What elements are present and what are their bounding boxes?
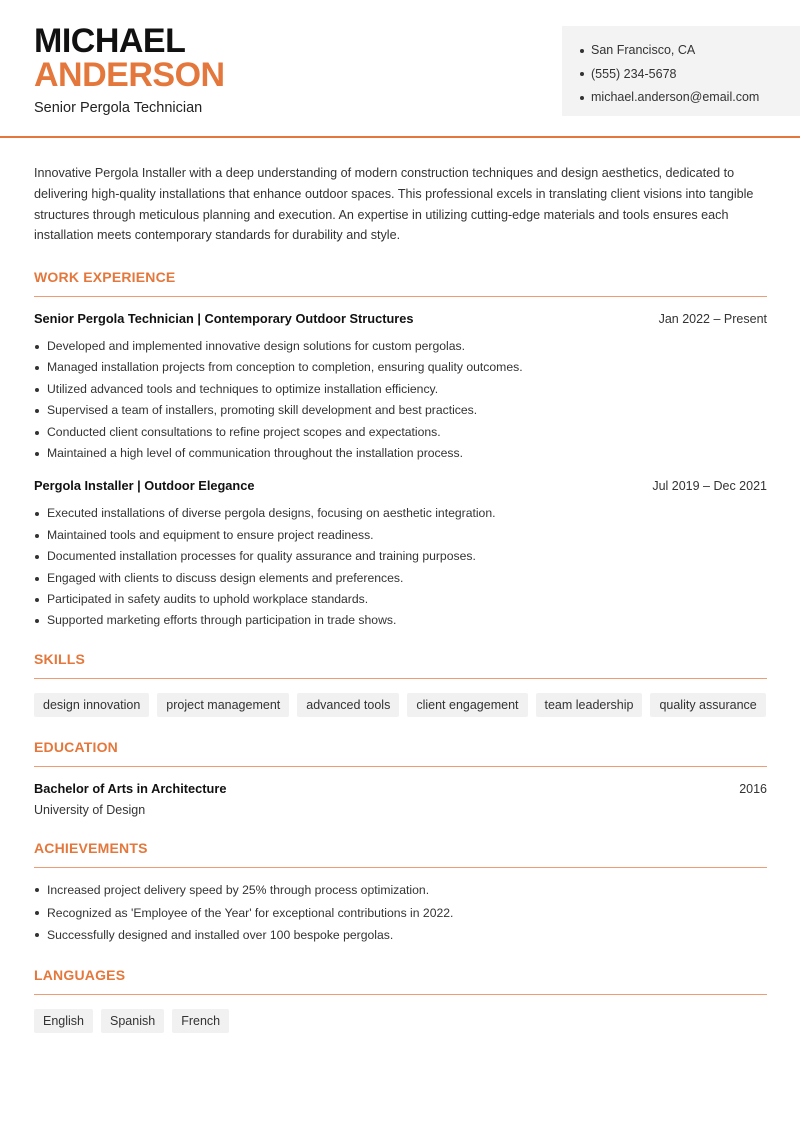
phone-text: (555) 234-5678 [591,66,677,81]
bullet-icon [580,49,584,53]
list-item: Executed installations of diverse pergola designs, focusing on aesthetic integration. [34,503,767,524]
last-name: ANDERSON [34,56,225,94]
skills-section [34,650,767,717]
list-item: Utilized advanced tools and techniques to optimize installation efficiency. [34,379,767,400]
summary-paragraph: Innovative Pergola Installer with a deep understanding of modern construction techniques and design aesthetics, dedicated to delivering high-quality installations that enhance outdoor spaces. This professional excels in translating client visions into tangible structures through meticulous planning and execution. An expertise in utilizing cutting-edge materials and tools ensures each installation meets contemporary standards for durability and style. [34,166,754,243]
section-divider [34,867,767,868]
contact-email [580,86,800,110]
skill-tag: team leadership [536,693,643,717]
first-name: MICHAEL [34,22,186,60]
section-title: WORK EXPERIENCE [34,269,176,285]
list-item: Supported marketing efforts through participation in trade shows. [34,610,767,631]
section-divider [34,994,767,995]
work-experience-section [34,268,767,632]
email-text: michael.anderson@email.com [591,90,760,104]
achievement-list [34,879,767,947]
contact-phone [580,63,800,87]
list-item: Maintained a high level of communication throughout the installation process. [34,443,767,464]
language-tag: Spanish [101,1009,164,1033]
location-text: San Francisco, CA [591,43,696,57]
job-dates: Jul 2019 – Dec 2021 [652,479,767,494]
job-entry [34,478,767,631]
section-divider [34,766,767,767]
skill-tag: design innovation [34,693,149,717]
list-item: Engaged with clients to discuss design elements and preferences. [34,568,767,589]
job-bullets [34,336,767,464]
language-tag: English [34,1009,93,1033]
job-dates: Jan 2022 – Present [658,312,767,326]
contact-box [562,26,800,116]
job-entry [34,311,767,464]
degree: Bachelor of Arts in Architecture [34,781,227,796]
list-item: Developed and implemented innovative design solutions for custom pergolas. [34,336,767,357]
education-section [34,738,767,817]
bullet-icon [580,96,584,100]
contact-location [580,39,800,63]
job-bullets [34,503,767,631]
skills-tags [34,693,767,717]
list-item: Participated in safety audits to uphold workplace standards. [34,589,767,610]
language-tags [34,1009,767,1033]
bullet-icon [580,72,584,76]
skill-tag: quality assurance [650,693,765,717]
job-title: Senior Pergola Technician [34,100,203,116]
section-title: EDUCATION [34,739,118,755]
list-item: Conducted client consultations to refine project scopes and expectations. [34,422,767,443]
section-divider [34,296,767,297]
section-title: ACHIEVEMENTS [34,840,148,856]
list-item: Recognized as 'Employee of the Year' for exceptional contributions in 2022. [34,902,767,925]
languages-section [34,966,767,1033]
list-item: Managed installation projects from conception to completion, ensuring quality outcomes. [34,357,767,378]
skill-tag: advanced tools [297,693,399,717]
section-title: SKILLS [34,651,85,667]
achievements-section [34,839,767,947]
job-role: Senior Pergola Technician | Contemporary Outdoor Structures [34,311,414,326]
list-item: Supervised a team of installers, promoting skill development and best practices. [34,400,767,421]
list-item: Increased project delivery speed by 25% through process optimization. [34,879,767,902]
skill-tag: project management [157,693,289,717]
section-title: LANGUAGES [34,967,126,983]
list-item: Maintained tools and equipment to ensure project readiness. [34,525,767,546]
resume-header [0,0,800,138]
language-tag: French [172,1009,229,1033]
graduation-year: 2016 [739,782,767,796]
school-name: University of Design [34,803,146,817]
skill-tag: client engagement [407,693,527,717]
list-item: Documented installation processes for quality assurance and training purposes. [34,546,767,567]
list-item: Successfully designed and installed over 100 bespoke pergolas. [34,924,767,947]
section-divider [34,678,767,679]
job-role: Pergola Installer | Outdoor Elegance [34,478,255,494]
